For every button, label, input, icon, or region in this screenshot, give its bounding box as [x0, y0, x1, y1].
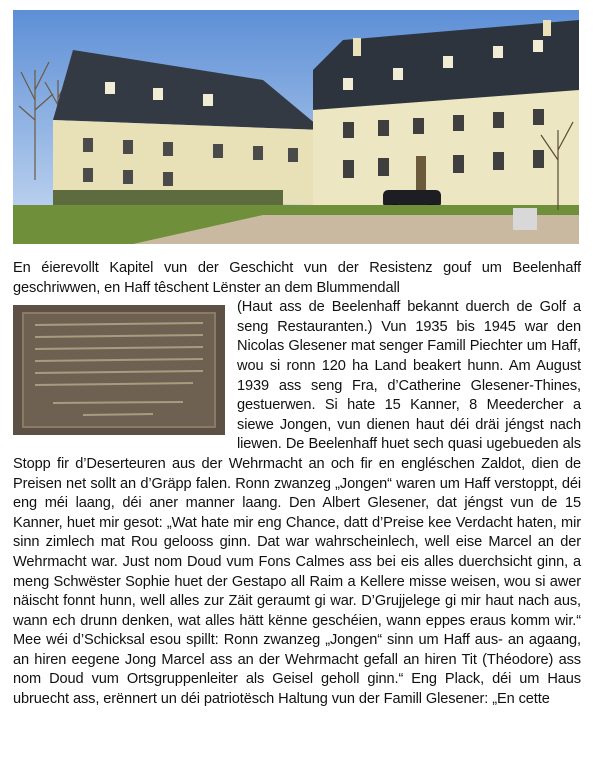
- article-intro: En éierevollt Kapitel vun der Geschicht vun der Resistenz gouf um Beelenhaff geschriwwen, en Haff têschent Lënster an dem Blummendall: [13, 260, 581, 296]
- article-text: [13, 259, 581, 710]
- article-body: (Haut ass de Beelenhaff bekannt duerch de Golf a seng Restauranten.) Vun 1935 bis 1945 war den Nicolas Glesener mat senger Famill Piechter um Haff, wou si ronn 120 ha Land beakert hunn. Am August 1939 ass seng Fra, d’Catherine Glesener-Thines, gestuerwen. Si hate 15 Kanner, 8 Meedercher a siewe Jongen, vun dienen haut déi dräi jéngst nach liewen. De Beelenhaff huet sech quasi ugebueden als Stopp fir d’Deserteuren aus der Wehrmacht an och fir en engléschen Zaldot, dien de Preisen net sollt an d’Gräpp falen. Ronn zwanzeg „Jongen“ waren um Haff verstoppt, déi eng méi laang, déi aner manner laang. Den Albert Glesener, dat jéngst vun de 15 Kanner, huet mir gesot: „Wat hate mir eng Chance, datt d’Preise kee Verdacht haten, mir sinn zimlech mat Rou gelooss ginn. Dat war wahrscheinlech, well eise Marcel an der Wehrmacht war. Just nom Doud vum Fons Calmes ass bei eis alles duerchsicht ginn, a meng Schwëster Sophie huet der Gestapo all Raim a Kellere misse weisen, wou si awer näischt fonnt hunn, well alles zur Zäit geraumt gi war. D’Grujjelege gi mir haut nach aus, wann ech drunn denken, wat alles hätt kënne geschéien, wann eppes eraus komm wir.“ Mee wéi d’Schicksal esou spillt: Ronn zwanzeg „Jongen“ sinn um Haff aus- an agaang, an hiren eegene Jong Marcel ass an der Wehrmacht gefall an hiren Tit (Théodore) ass nom Doud vum Ortsgruppenleiter als Geisel geholl ginn.“ Eng Plack, déi um Haus ubruecht ass, erënnert un déi patriotësch Haltung vun der Famill Glesener: „En cette: [13, 299, 581, 708]
- bronze-memorial-plaque-icon: [13, 305, 225, 435]
- manor-house-photo: [13, 10, 579, 244]
